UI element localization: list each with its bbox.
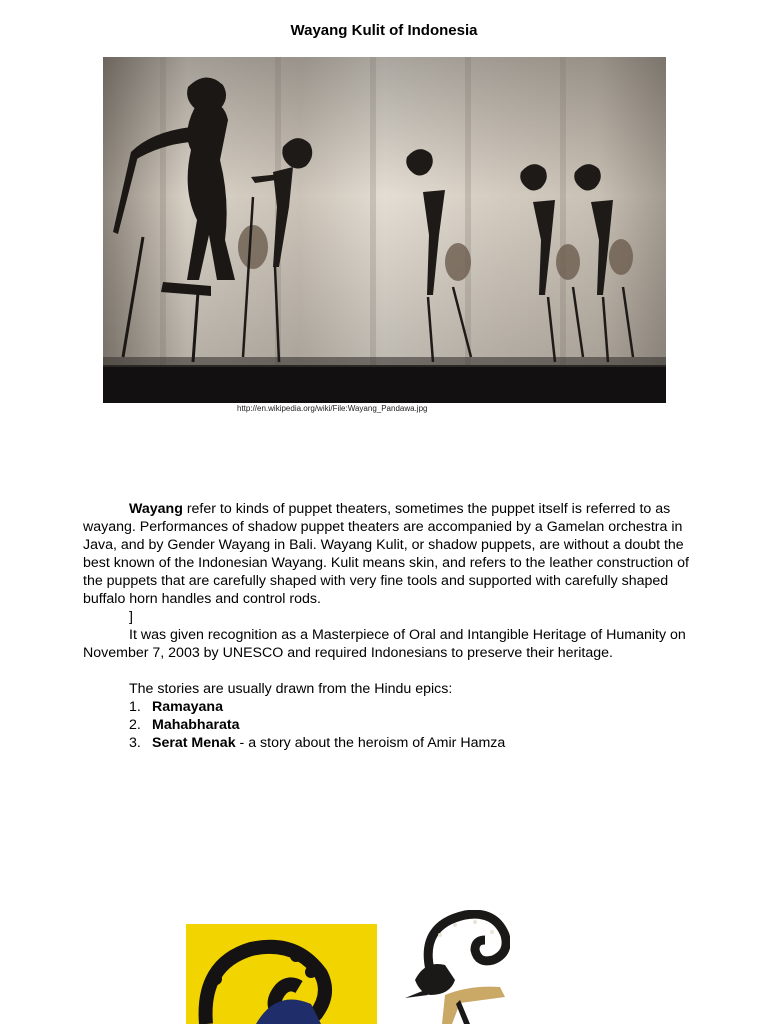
puppet-head-photo xyxy=(400,910,510,1024)
list-number: 3. xyxy=(129,735,141,751)
epic-name: Serat Menak xyxy=(152,735,236,751)
wayang-term: Wayang xyxy=(129,501,183,517)
stories-intro: The stories are usually drawn from the Hindu epics: xyxy=(129,681,453,697)
list-item xyxy=(129,716,693,734)
list-number: 1. xyxy=(129,699,141,715)
epics-list xyxy=(83,698,693,752)
list-item xyxy=(129,698,693,716)
list-item xyxy=(129,734,693,752)
page-title: Wayang Kulit of Indonesia xyxy=(290,22,478,39)
epic-desc: - a story about the heroism of Amir Hamza xyxy=(235,735,506,751)
list-number: 2. xyxy=(129,717,141,733)
article-body xyxy=(83,500,693,752)
image-caption: http://en.wikipedia.org/wiki/File:Wayang_Pandawa.jpg xyxy=(237,404,428,413)
stray-bracket: ] xyxy=(129,609,133,625)
wayang-pandawa-photo xyxy=(103,57,666,403)
epic-name: Ramayana xyxy=(152,699,223,715)
puppet-head-photo-yellow xyxy=(186,924,377,1024)
intro-paragraph-text: refer to kinds of puppet theaters, sometimes the puppet itself is referred to as wayang. Performances of shadow puppet theaters are accompanied by a Gamelan orchestra in Java, and by Gender Wayang in Bali. Wayang Kulit, or shadow puppets, are without a doubt the best known of the Indonesian Wayang. Kulit means skin, and refers to the leather construction of the puppets that are carefully shaped with very fine tools and supported with carefully shaped buffalo horn handles and control rods. xyxy=(83,501,689,607)
intro-paragraph xyxy=(83,500,693,608)
epic-name: Mahabharata xyxy=(152,717,240,733)
unesco-paragraph: It was given recognition as a Masterpiece of Oral and Intangible Heritage of Humanity on November 7, 2003 by UNESCO and required Indonesians to preserve their heritage. xyxy=(83,627,686,661)
